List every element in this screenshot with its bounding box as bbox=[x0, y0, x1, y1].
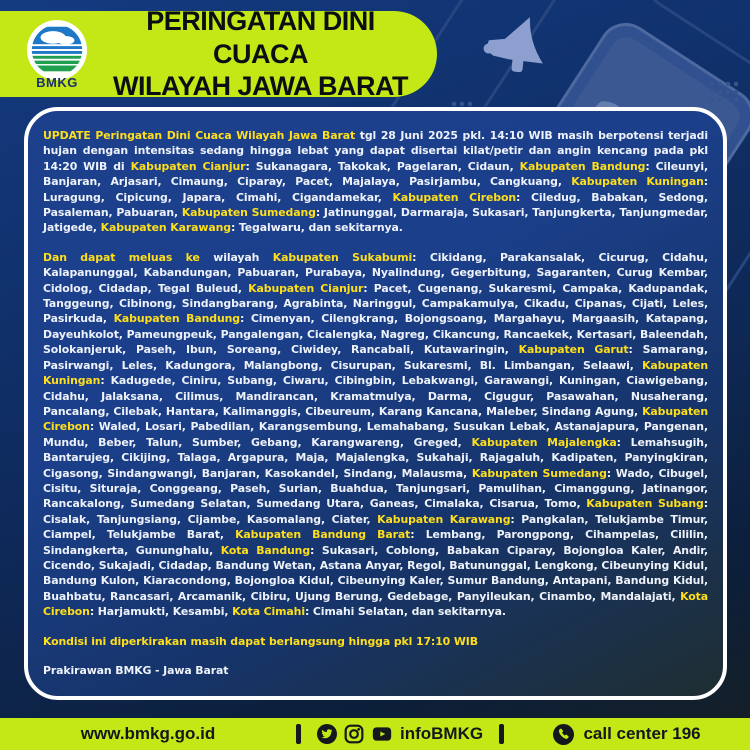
highlighted-text: UPDATE Peringatan Dini Cuaca Wilayah Jawa Barat bbox=[43, 129, 356, 142]
highlighted-text: Kabupaten Sumedang bbox=[471, 466, 607, 480]
highlighted-text: Kabupaten Bandung bbox=[519, 159, 646, 173]
body-text: : Cimenyan, Cilengkrang, Bojongsoang, Margahayu, Margaasih, Katapang, Dayeuhkolot, Pameungpeuk, Pangalengan, Cicalengka, Nagreg, Cikancung, Rancaekek, Kertasari, Baleendah, Solokanjeruk, Paseh, Ibun, Soreang, Ciwidey, Rancabali, Kutawaringin, bbox=[43, 312, 708, 357]
body-text: : Cisalak, Tanjungsiang, Cijambe, Kasomalang, Ciater, bbox=[43, 497, 708, 526]
highlighted-text: Kabupaten Karawang bbox=[100, 221, 231, 235]
body-text: : Harjamukti, Kesambi, bbox=[89, 605, 233, 619]
highlighted-text: Kabupaten Cirebon bbox=[43, 404, 708, 434]
body-text: : Jatinunggal, Darmaraja, Sukasari, Tanjungkerta, Tanjungmedar, Jatigede, bbox=[43, 206, 708, 235]
body-text: : Cikidang, Parakansalak, Cicurug, Cidahu, Kalapanunggal, Kabandungan, Pabuaran, Purabaya, Nyalindung, Gegerbitung, Sagaranten, Curug Kembar, Cidolog, Cidadap, Tegal Buleud, bbox=[43, 250, 708, 295]
body-text: : Cileunyi, Banjaran, Arjasari, Cimaung, Ciparay, Pacet, Majalaya, Pasirjambu, Cangkuang, bbox=[43, 159, 709, 189]
page-title bbox=[98, 5, 437, 104]
highlighted-text: Kabupaten Majalengka bbox=[471, 435, 617, 449]
body-text: : Sukanagara, Takokak, Pagelaran, Cidaun, bbox=[245, 159, 520, 173]
body-text: : Luragung, Cipicung, Japara, Cimahi, Cigandamekar, bbox=[43, 175, 708, 204]
body-text: Prakirawan BMKG - Jawa Barat bbox=[43, 664, 229, 677]
body-text: : Cimahi Selatan, dan sekitarnya. bbox=[304, 605, 506, 619]
bulletin-paragraph-expansion bbox=[43, 250, 708, 620]
call-center-text: call center 196 bbox=[583, 724, 701, 743]
body-text: : Waled, Losari, Pabedilan, Karangsembung, Lemahabang, Susukan Lebak, Astanajapura, Pangenan, Mundu, Beber, Talun, Sumber, Gebang, Karangwareng, Greged, bbox=[43, 420, 708, 449]
body-text: : Pangkalan, Telukjambe Timur, Ciampel, Telukjambe Barat, bbox=[43, 512, 708, 542]
footer-bar bbox=[0, 718, 750, 750]
bmkg-logo bbox=[16, 19, 98, 90]
highlighted-text: Kabupaten Cirebon bbox=[392, 190, 516, 204]
page-title-line2: WILAYAH JAWA BARAT bbox=[112, 71, 409, 102]
megaphone-icon bbox=[479, 17, 544, 80]
highlighted-text: Dan dapat meluas ke bbox=[43, 250, 200, 264]
body-text: : Tegalwaru, dan sekitarnya. bbox=[230, 221, 403, 235]
bulletin-paragraph-forecaster bbox=[43, 663, 708, 678]
bmkg-logo-text: BMKG bbox=[36, 74, 78, 90]
highlighted-text: Kondisi ini diperkirakan masih dapat berlangsung hingga pkl 17:10 WIB bbox=[43, 634, 478, 648]
highlighted-text: Kota Cimahi bbox=[232, 605, 305, 619]
body-text: : Kadugede, Ciniru, Subang, Ciwaru, Cibingbin, Lebakwangi, Garawangi, Kuningan, Ciawigebang, Cidahu, Jalaksana, Cilimus, Mandirancan, Kramatmulya, Darma, Cigugur, Pasawahan, Nusaherang, Pancalang, Cilebak, Hantara, Kalimanggis, Cibeureum, Karang Kancana, Maleber, Sindang Agung, bbox=[43, 374, 708, 418]
bulletin-paragraph-update bbox=[43, 128, 708, 236]
highlighted-text: Kabupaten Garut bbox=[518, 343, 629, 357]
body-text: tgl 28 Juni 2025 pkl. 14:10 WIB masih berpotensi terjadi hujan dengan intensitas sedang hingga lebat yang dapat disertai kilat/petir dan angin kencang pada pkl 14:20 WIB di bbox=[43, 129, 708, 173]
body-text: : Lembang, Parongpong, Cihampelas, Cililin, Sindangkerta, Gununghalu, bbox=[43, 528, 708, 557]
body-text: : Pacet, Cugenang, Sukaresmi, Campaka, Kadupandak, Tanggeung, Cibinong, Sindangbarang, Agrabinta, Naringgul, Campakamulya, Cikadu, Cipanas, Cijati, Leles, Pasirkuda, bbox=[43, 281, 708, 326]
instagram-icon bbox=[344, 724, 364, 744]
highlighted-text: Kabupaten Sukabumi bbox=[272, 250, 413, 264]
highlighted-text: Kota Bandung bbox=[220, 543, 311, 557]
social-handle-text: infoBMKG bbox=[400, 724, 484, 743]
header-banner bbox=[0, 5, 437, 102]
highlighted-text: Kabupaten Bandung bbox=[113, 312, 240, 326]
body-text: : Lemahsugih, Bantarujeg, Cikijing, Talaga, Argapura, Maja, Majalengka, Sukahaji, Rajagaluh, Kadipaten, Panyingkiran, Cigasong, Sindangwangi, Banjaran, Kasokandel, Sindang, Malausma, bbox=[43, 435, 708, 480]
highlighted-text: Kota Cirebon bbox=[43, 589, 708, 619]
youtube-icon bbox=[371, 724, 393, 744]
highlighted-text: Kabupaten Kuningan bbox=[571, 175, 704, 189]
body-text: : Samarang, Pasirwangi, Leles, Kadungora, Malangbong, Cisurupan, Sukaresmi, Bl. Limbangan, Selaawi, bbox=[43, 343, 708, 372]
bulletin-paragraph-duration bbox=[43, 634, 708, 649]
highlighted-text: Kabupaten Sumedang bbox=[181, 206, 316, 220]
highlighted-text: Kabupaten Bandung Barat bbox=[235, 528, 411, 542]
bulletin-card bbox=[24, 107, 727, 700]
highlighted-text: Kabupaten Cianjur bbox=[130, 159, 246, 173]
body-text: : Ciledug, Babakan, Sedong, Pasaleman, Pabuaran, bbox=[43, 190, 708, 220]
highlighted-text: Kabupaten Subang bbox=[586, 497, 704, 511]
highlighted-text: Kabupaten Karawang bbox=[377, 512, 511, 526]
page-title-line1: PERINGATAN DINI CUACA bbox=[146, 5, 375, 69]
body-text: : Sukasari, Coblong, Babakan Ciparay, Bojongloa Kaler, Andir, Cicendo, Sukajadi, Cidadap, Bandung Wetan, Astana Anyar, Regol, Batununggal, Lengkong, Cibeunying Kidul, Bandung Kulon, Kiaracondong, Bojongloa Kidul, Cibeunying Kaler, Sumur Bandung, Antapani, Bandung Kidul, Buahbatu, Rancasari, Arcamanik, Cibiru, Ujung Berung, Gedebage, Panyileukan, Cinambo, Mandalajati, bbox=[43, 543, 708, 603]
highlighted-text: Kabupaten Kuningan bbox=[43, 358, 708, 388]
phone-icon bbox=[553, 724, 574, 745]
body-text: wilayah bbox=[199, 250, 273, 264]
bmkg-logo-icon bbox=[26, 19, 88, 81]
website-text: www.bmkg.go.id bbox=[80, 724, 216, 743]
twitter-icon bbox=[317, 724, 337, 744]
body-text: : Wado, Cibugel, Cisitu, Situraja, Conggeang, Paseh, Surian, Buahdua, Tanjungsari, Pamulihan, Cimanggung, Jatinangor, Rancakalong, Sumedang Selatan, Sumedang Utara, Ganeas, Cimalaka, Cisarua, Tomo, bbox=[43, 466, 708, 511]
highlighted-text: Kabupaten Cianjur bbox=[248, 281, 364, 295]
